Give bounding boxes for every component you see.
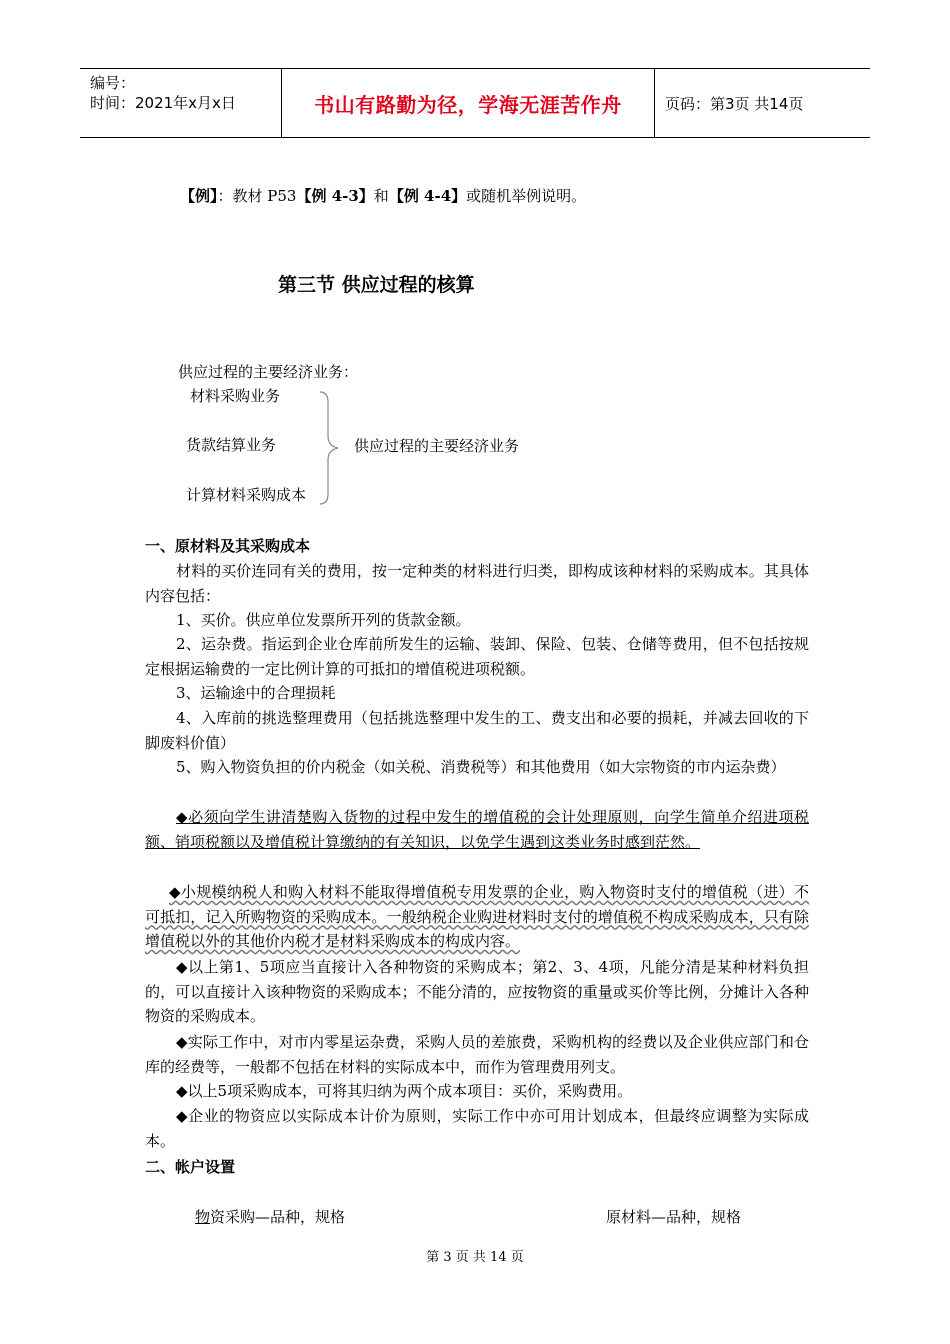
section-title: 第三节 供应过程的核算 [278, 274, 475, 296]
right-brace-icon [318, 390, 344, 506]
account-1-first-char: 物 [195, 1208, 211, 1226]
part1-paragraph-8: ◆小规模纳税人和购入材料不能取得增值税专用发票的企业，购入物资时支付的增值税（进）不可抵扣，记入所购物资的采购成本。一般纳税企业购进材料时支付的增值税不构成采购成本，只有除增值税以外的其他价内税才是材料采购成本的构成内容。 [145, 883, 809, 950]
part2-heading: 二、帐户设置 [145, 1158, 236, 1176]
number-label: 编号： [90, 74, 136, 92]
business-item-3: 计算材料采购成本 [186, 486, 307, 504]
part1-paragraph-5: 4、入库前的挑选整理费用（包括挑选整理中发生的工、费支出和必要的损耗，并减去回收的下脚废料价值） [145, 709, 809, 752]
part1-paragraph-9: ◆以上第1、5项应当直接计入各种物资的采购成本；第2、3、4项，凡能分清是某种材料负担的，可以直接计入该种物资的采购成本；不能分清的，应按物资的重量或买价等比例，分摊计入各种物资的采购成本。 [145, 958, 809, 1025]
example-ref1: 【例 4-3】 [296, 187, 374, 205]
example-text1: ：教材 P53 [217, 187, 297, 205]
account-material-procurement [195, 1205, 345, 1229]
page-footer: 第 3 页 共 14 页 [426, 1250, 524, 1265]
example-line [180, 184, 586, 208]
part1-paragraph-6: 5、购入物资负担的价内税金（如关税、消费税等）和其他费用（如大宗物资的市内运杂费） [176, 758, 786, 776]
motto: 书山有路勤为径，学海无涯苦作舟 [314, 92, 622, 117]
example-text3: 或随机举例说明。 [466, 187, 587, 205]
part1-paragraph-12: ◆企业的物资应以实际成本计价为原则，实际工作中亦可用计划成本，但最终应调整为实际成本。 [145, 1107, 809, 1150]
header-motto-cell [282, 69, 655, 137]
business-item-2: 货款结算业务 [186, 436, 277, 454]
example-label: 【例】 [180, 187, 218, 205]
account-1-rest: 资采购—品种，规格 [210, 1208, 346, 1226]
time-label: 时间：2021年x月x日 [90, 94, 236, 112]
business-item-1: 材料采购业务 [190, 387, 281, 405]
page-header [80, 68, 870, 138]
business-intro: 供应过程的主要经济业务： [178, 363, 359, 381]
business-summary: 供应过程的主要经济业务 [354, 437, 520, 455]
part1-heading: 一、原材料及其采购成本 [145, 537, 311, 555]
part1-paragraph-2: 1、买价。供应单位发票所开列的货款金额。 [176, 611, 471, 629]
part1-paragraph-1: 材料的买价连同有关的费用，按一定种类的材料进行归类，即构成该种材料的采购成本。其具体内容包括： [145, 562, 809, 605]
example-ref2: 【例 4-4】 [388, 187, 467, 205]
part1-paragraph-4: 3、运输途中的合理损耗 [176, 684, 336, 702]
example-text2: 和 [373, 187, 389, 205]
part1-paragraph-3: 2、运杂费。指运到企业仓库前所发生的运输、装卸、保险、包装、仓储等费用，但不包括按规定根据运输费的一定比例计算的可抵扣的增值税进项税额。 [145, 635, 809, 678]
page-info: 页码：第3页 共14页 [665, 94, 804, 113]
account-raw-materials: 原材料—品种，规格 [606, 1208, 742, 1226]
header-meta [80, 69, 282, 137]
part1-paragraph-10: ◆实际工作中，对市内零星运杂费，采购人员的差旅费，采购机构的经费以及企业供应部门和仓库的经费等，一般都不包括在材料的实际成本中，而作为管理费用列支。 [145, 1033, 809, 1076]
part1-paragraph-7: ◆必须向学生讲清楚购入货物的过程中发生的增值税的会计处理原则，向学生简单介绍进项税额、销项税额以及增值税计算缴纳的有关知识，以免学生遇到这类业务时感到茫然。 [145, 808, 809, 851]
part1-paragraph-11: ◆以上5项采购成本，可将其归纳为两个成本项目：买价，采购费用。 [176, 1082, 633, 1100]
